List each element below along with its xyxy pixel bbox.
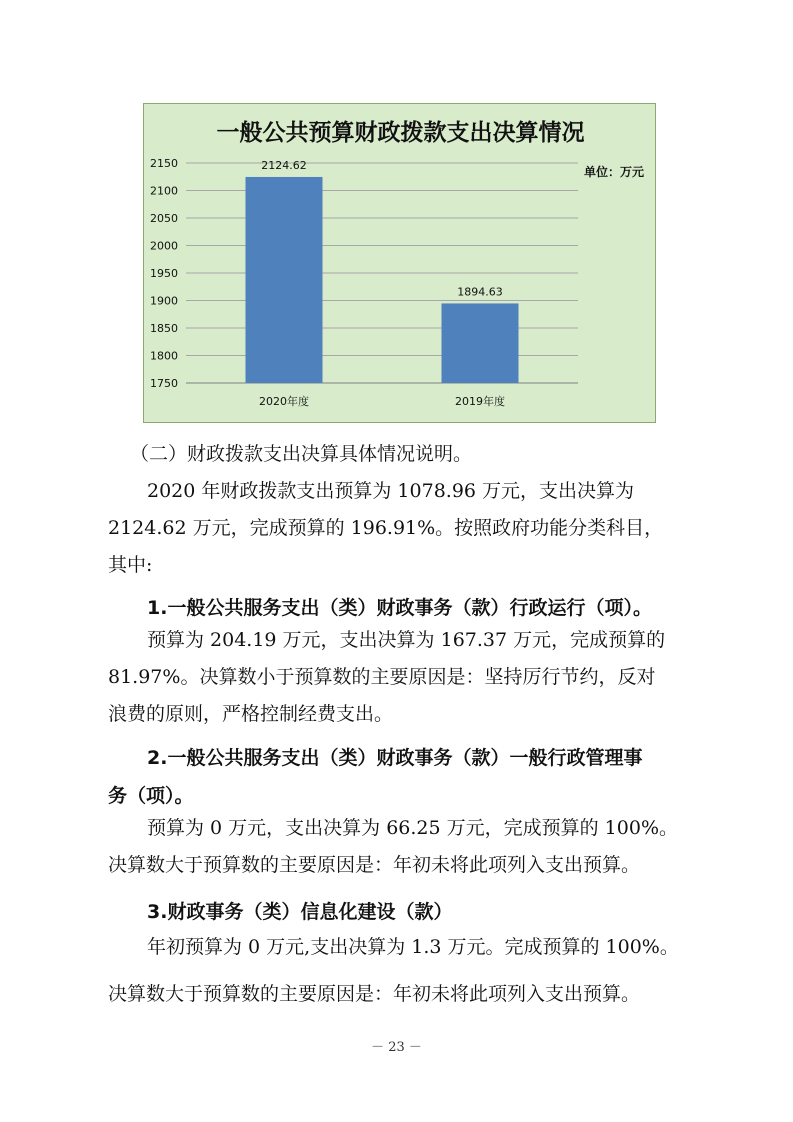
y-tick-label: 1750 <box>150 377 178 390</box>
item-1-line-3: 浪费的原则，严格控制经费支出。 <box>108 703 394 725</box>
y-tick-label: 2100 <box>150 184 178 198</box>
y-tick-label: 2000 <box>150 239 178 253</box>
data-label: 2124.62 <box>261 158 307 172</box>
item-1-heading: 1.一般公共服务支出（类）财政事务（款）行政运行（项）。 <box>147 597 652 619</box>
x-tick-label: 2020年度 <box>259 395 309 408</box>
budget-chart <box>143 103 656 423</box>
item-3-heading: 3.财政事务（类）信息化建设（款） <box>147 901 453 923</box>
chart-title: 一般公共预算财政拨款支出决算情况 <box>216 120 585 146</box>
bar <box>246 177 323 383</box>
item-2-line-2: 决算数大于预算数的主要原因是：年初未将此项列入支出预算。 <box>108 854 641 876</box>
item-1-line-2: 81.97%。决算数小于预算数的主要原因是：坚持厉行节约，反对 <box>108 666 656 688</box>
item-2-heading-line-1: 2.一般公共服务支出（类）财政事务（款）一般行政管理事 <box>147 747 643 769</box>
y-tick-label: 1850 <box>150 322 178 335</box>
item-2-heading-line-2: 务（项）。 <box>108 785 194 807</box>
item-3-line-1: 年初预算为 0 万元,支出决算为 1.3 万元。完成预算的 100%。 <box>147 936 679 958</box>
bar <box>442 303 519 383</box>
data-label: 1894.63 <box>457 285 503 299</box>
item-3-line-2: 决算数大于预算数的主要原因是：年初未将此项列入支出预算。 <box>108 983 641 1005</box>
item-2-line-1: 预算为 0 万元，支出决算为 66.25 万元，完成预算的 100%。 <box>147 817 678 839</box>
bar-chart-svg <box>144 104 657 424</box>
intro-line-1: 2020 年财政拨款支出预算为 1078.96 万元，支出决算为 <box>147 480 635 502</box>
y-tick-label: 2150 <box>150 157 178 170</box>
page-number: － 23 － <box>371 1040 422 1055</box>
intro-line-3: 其中: <box>108 554 153 576</box>
section-2-heading: （二）财政拨款支出决算具体情况说明。 <box>130 443 473 465</box>
chart-unit-label: 单位：万元 <box>584 165 645 179</box>
y-tick-label: 2050 <box>150 212 178 225</box>
intro-line-2: 2124.62 万元，完成预算的 196.91%。按照政府功能分类科目， <box>108 517 664 539</box>
y-tick-label: 1950 <box>150 267 178 280</box>
y-tick-label: 1900 <box>150 294 178 308</box>
item-1-line-1: 预算为 204.19 万元，支出决算为 167.37 万元，完成预算的 <box>147 629 666 651</box>
y-tick-label: 1800 <box>150 349 178 363</box>
x-tick-label: 2019年度 <box>455 395 505 408</box>
